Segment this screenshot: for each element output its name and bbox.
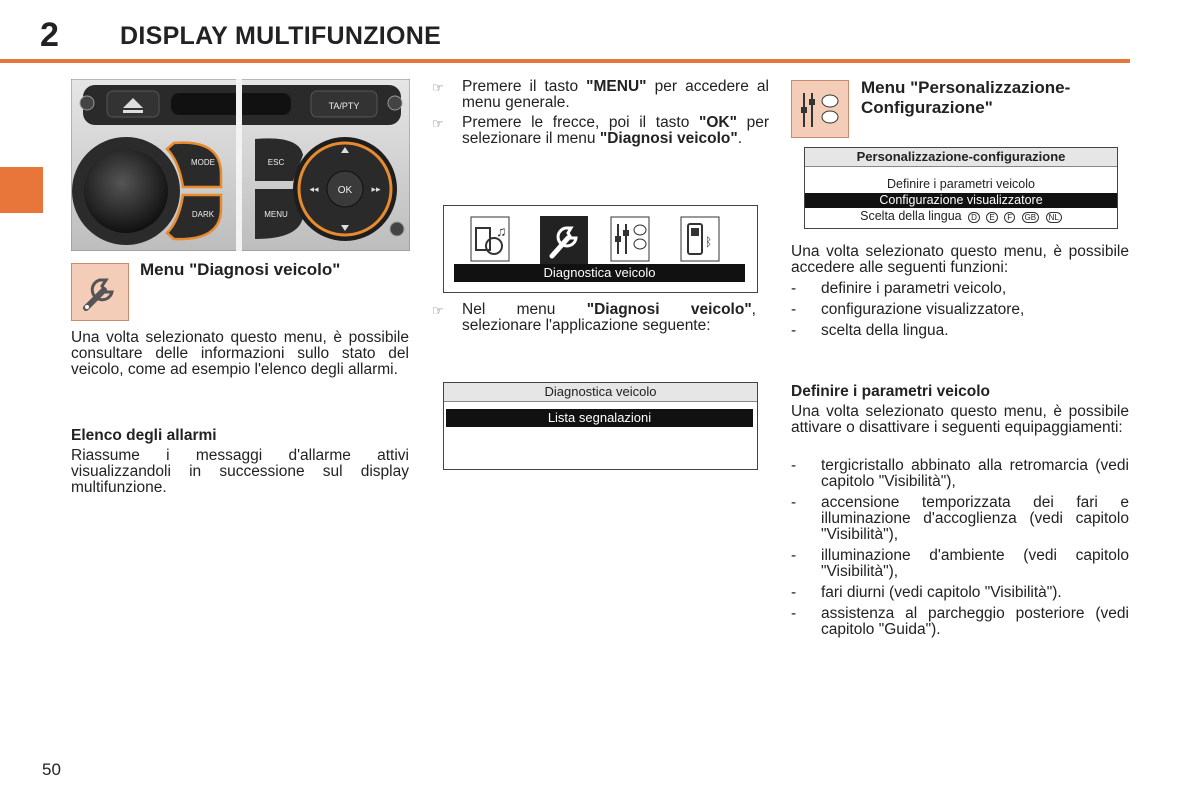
pointer-bullet-icon: ☞ [432,80,444,95]
list-item: - tergicristallo abbinato alla retromarcia (vedi capitolo "Visibilità"), [791,458,1129,490]
dark-button-label: DARK [191,210,215,219]
language-badge: NL [1046,212,1062,223]
language-badge: GB [1022,212,1040,223]
alarm-heading: Elenco degli allarmi [71,427,217,444]
settings-sliders-icon [792,81,848,137]
phone-bluetooth-icon [680,216,720,262]
ok-button-label: OK [337,185,353,196]
diagnosi-screen [443,382,758,470]
screen-line-lingua: Scelta della lingua D E F GB NL [805,209,1117,223]
main-menu-screen [443,205,758,293]
params-intro: Una volta selezionato questo menu, è possibile attivare o disattivare i seguenti equipaggiamenti: [791,403,1129,436]
mode-button-label: MODE [191,158,215,167]
step-menu: Premere il tasto "MENU" per accedere al menu generale. [462,78,769,111]
settings-sliders-icon [610,216,650,262]
diagnosi-menu-title: Menu "Diagnosi veicolo" [140,260,341,279]
language-badge: D [968,212,980,223]
personalizzazione-menu-title: Menu "Personalizzazione- Configurazione" [861,78,1071,117]
screen-line-parametri: Definire i parametri veicolo [887,177,1035,191]
alarm-text: Riassume i messaggi d'allarme attivi visualizzandoli in successione sul display multifunzione. [71,447,409,496]
main-menu-selected-label: Diagnostica veicolo [454,264,745,282]
step-select-diagnosi: Premere le frecce, poi il tasto "OK" per selezionare il menu "Diagnosi veicolo". [462,114,769,147]
header-rule [0,59,1130,63]
chapter-number: 2 [40,16,59,54]
pointer-bullet-icon: ☞ [432,303,444,318]
diagnosi-intro: Una volta selezionato questo menu, è possibile consultare delle informazioni sullo stato del veicolo, come ad esempio l'elenco degli allarmi. [71,329,409,378]
language-badge: F [1004,212,1015,223]
esc-button-label: ESC [267,158,285,167]
lista-segnalazioni-item: Lista segnalazioni [446,409,753,427]
wrench-icon [72,264,128,320]
chapter-title: DISPLAY MULTIFUNZIONE [120,22,442,50]
list-item: - definire i parametri veicolo, [791,281,1129,297]
tapty-button-label: TA/PTY [328,101,360,111]
list-item: - assistenza al parcheggio posteriore (vedi capitolo "Guida"). [791,606,1129,638]
audio-icon [470,216,510,262]
svg-text:♫: ♫ [496,223,507,239]
personalizzazione-screen-title: Personalizzazione-configurazione [805,148,1117,167]
diagnosi-screen-title: Diagnostica veicolo [444,383,757,402]
personalizzazione-intro: Una volta selezionato questo menu, è possibile accedere alle seguenti funzioni: [791,243,1129,276]
params-heading: Definire i parametri veicolo [791,383,990,400]
svg-text:▸▸: ▸▸ [371,184,381,194]
language-badge: E [986,212,997,223]
menu-button-label: MENU [264,210,288,219]
chapter-side-tab [0,167,43,213]
wrench-icon [540,216,588,266]
personalizzazione-functions-list [791,281,1129,344]
diagnosi-menu-icon [71,263,129,321]
svg-text:ᛒ: ᛒ [705,235,713,249]
page-number: 50 [42,760,61,779]
svg-text:◂◂: ◂◂ [309,184,319,194]
list-item: - fari diurni (vedi capitolo "Visibilità"). [791,585,1129,601]
pointer-bullet-icon: ☞ [432,116,444,131]
params-list [791,458,1129,643]
personalizzazione-screen [804,147,1118,229]
list-item: - accensione temporizzata dei fari e illuminazione d'accoglienza (vedi capitolo "Visibilità"), [791,495,1129,543]
list-item: - configurazione visualizzatore, [791,302,1129,318]
screen-line-configurazione: Configurazione visualizzatore [805,193,1117,208]
list-item: - illuminazione d'ambiente (vedi capitolo "Visibilità"), [791,548,1129,580]
control-panel-photo [71,79,410,251]
step-select-application: Nel menu "Diagnosi veicolo", selezionare l'applicazione seguente: [462,301,756,334]
list-item: - scelta della lingua. [791,323,1129,339]
personalizzazione-menu-icon [791,80,849,138]
